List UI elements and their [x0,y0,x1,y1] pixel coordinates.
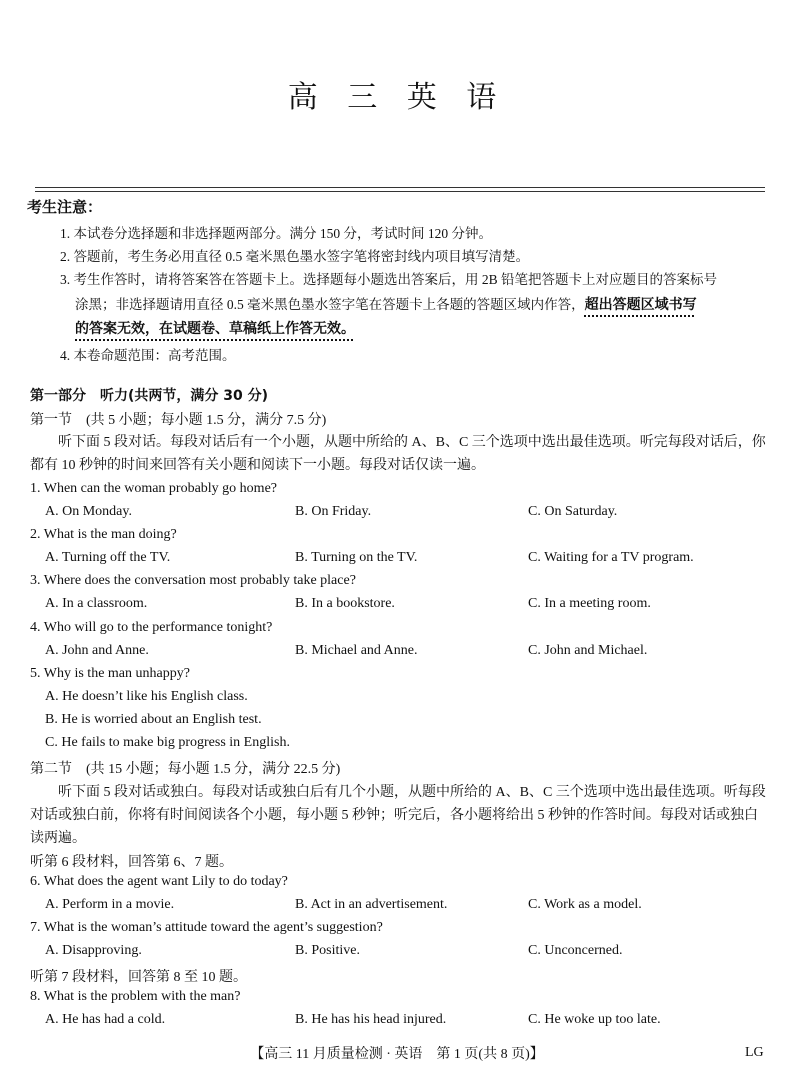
notice-item-1: 1. 本试卷分选择题和非选择题两部分。满分 150 分，考试时间 120 分钟。 [60,226,492,241]
notice-item-3: 3. 考生作答时，请将答案答在答题卡上。选择题每小题选出答案后，用 2B 铅笔把答题卡上对应题目的答案标号 [60,272,718,287]
section1-heading: 第一节 (共 5 小题；每小题 1.5 分，满分 7.5 分) [30,413,327,428]
question-1-option-c[interactable]: C. On Saturday. [528,504,618,519]
question-4-option-c[interactable]: C. John and Michael. [528,643,648,658]
notice-heading: 考生注意： [27,198,103,216]
question-7-stem: 7. What is the woman’s attitude toward the agent’s suggestion? [30,920,383,935]
notice-item-2: 2. 答题前，考生务必用直径 0.5 毫米黑色墨水签字笔将密封线内项目填写清楚。 [60,249,530,264]
question-6-option-c[interactable]: C. Work as a model. [528,897,642,912]
question-7-option-c[interactable]: C. Unconcerned. [528,943,623,958]
question-6-option-b[interactable]: B. Act in an advertisement. [295,897,448,912]
question-2-stem: 2. What is the man doing? [30,527,177,542]
question-4-option-a[interactable]: A. John and Anne. [45,643,149,658]
question-3-option-a[interactable]: A. In a classroom. [45,596,148,611]
question-1-stem: 1. When can the woman probably go home? [30,481,278,496]
section1-instructions: 听下面 5 段对话。每段对话后有一个小题，从题中所给的 A、B、C 三个选项中选出最佳选项。听完每段对话后，你都有 10 秒钟的时间来回答有关小题和阅读下一小题。每段对话仅读一遍。 [30,435,766,473]
section2-heading: 第二节 (共 15 小题；每小题 1.5 分，满分 22.5 分) [30,762,341,777]
notice-item-3-cont [75,293,697,314]
question-6-stem: 6. What does the agent want Lily to do today? [30,874,288,889]
exam-title: 高 三 英 语 [287,80,507,115]
notice-emphasis-1: 超出答题区域书写 [584,297,697,313]
question-5-option-c[interactable]: C. He fails to make big progress in English. [45,735,290,750]
header-rule-top [35,187,765,188]
footer-code: LG [745,1045,764,1060]
question-5-stem: 5. Why is the man unhappy? [30,666,190,681]
question-2-option-a[interactable]: A. Turning off the TV. [45,550,171,565]
header-rule-bottom [35,191,765,192]
question-5-option-a[interactable]: A. He doesn’t like his English class. [45,689,248,704]
notice-item-4: 4. 本卷命题范围：高考范围。 [60,348,236,363]
question-8-stem: 8. What is the problem with the man? [30,989,241,1004]
question-5-option-b[interactable]: B. He is worried about an English test. [45,712,262,727]
question-2-option-b[interactable]: B. Turning on the TV. [295,550,418,565]
question-3-stem: 3. Where does the conversation most probably take place? [30,573,356,588]
question-8-option-a[interactable]: A. He has had a cold. [45,1012,166,1027]
question-3-option-c[interactable]: C. In a meeting room. [528,596,651,611]
question-8-option-c[interactable]: C. He woke up too late. [528,1012,661,1027]
material-6-label: 听第 6 段材料，回答第 6、7 题。 [30,855,233,870]
question-4-stem: 4. Who will go to the performance tonight? [30,620,273,635]
question-1-option-a[interactable]: A. On Monday. [45,504,132,519]
material-7-label: 听第 7 段材料，回答第 8 至 10 题。 [30,970,247,985]
question-8-option-b[interactable]: B. He has his head injured. [295,1012,447,1027]
question-4-option-b[interactable]: B. Michael and Anne. [295,643,418,658]
notice-item-3-text: 涂黑；非选择题请用直径 0.5 毫米黑色墨水签字笔在答题卡上各题的答题区域内作答， [75,297,585,312]
question-1-option-b[interactable]: B. On Friday. [295,504,372,519]
notice-emphasis-2: 的答案无效，在试题卷、草稿纸上作答无效。 [75,321,355,337]
question-7-option-a[interactable]: A. Disapproving. [45,943,142,958]
section2-instructions: 听下面 5 段对话或独白。每段对话或独白后有几个小题，从题中所给的 A、B、C 三个选项中选出最佳选项。听每段对话或独白前，你将有时间阅读各个小题，每小题 5 秒钟；听完后，各小题将给出 5 秒钟的作答时间。每段对话或独白读两遍。 [30,785,766,846]
notice-emphasis-line [75,318,355,338]
question-3-option-b[interactable]: B. In a bookstore. [295,596,395,611]
part1-heading: 第一部分 听力(共两节，满分 30 分) [30,388,269,404]
question-6-option-a[interactable]: A. Perform in a movie. [45,897,175,912]
question-7-option-b[interactable]: B. Positive. [295,943,360,958]
page-footer: 【高三 11 月质量检测 · 英语 第 1 页(共 8 页)】 [250,1047,544,1062]
question-2-option-c[interactable]: C. Waiting for a TV program. [528,550,694,565]
